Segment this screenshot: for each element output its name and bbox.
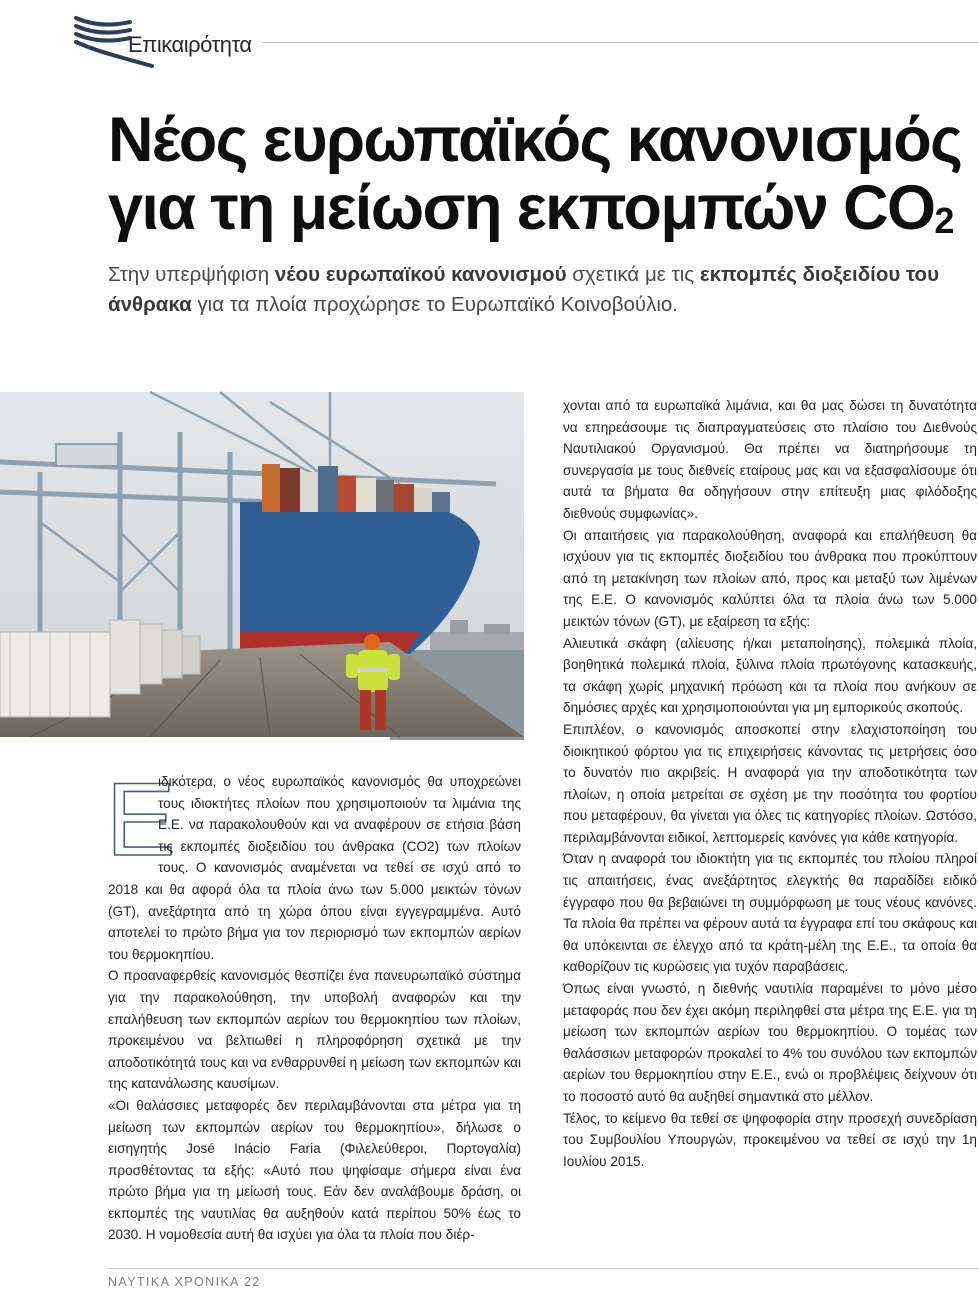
footer-divider: [108, 1268, 979, 1269]
article-title: [108, 106, 968, 255]
article-lead: [108, 260, 968, 320]
page-footer: [108, 1268, 979, 1288]
title-line-2: για τη μείωση εκπομπών CO: [108, 173, 935, 243]
article-paragraph: «Οι θαλάσσιες μεταφορές δεν περιλαμβάνονται στα μέτρα για τη μείωση των εκπομπών αερίων του θερμοκηπίου», δήλωσε ο εισηγητής José Inácio Faria (Φιλελεύθεροι, Πορτογαλία) προσθέτοντας τα εξής: «Αυτό που ψηφίσαμε σήμερα είναι ένα πρώτο βήμα για τη μείωσή τους. Εάν δεν αναλάβουμε δράση, οι εκπομπές της ναυτιλίας θα αυξηθούν κατά περίπου 50% έως το 2030. Η νομοθεσία αυτή θα ισχύει για όλα τα πλοία που διέρ-: [108, 1097, 521, 1243]
footer-label: [108, 1275, 265, 1289]
lead-text: για τα πλοία προχώρησε το Ευρωπαϊκό Κοινοβούλιο.: [191, 293, 678, 316]
title-subscript: 2: [934, 200, 955, 241]
article-paragraph: Τέλος, το κείμενο θα τεθεί σε ψηφοφορία στην προσεχή συνεδρίαση του Συμβουλίου Υπουργών, προκειμένου να τεθεί σε ισχύ την 1η Ιουλίου 2015.: [563, 1110, 977, 1169]
header-divider: [262, 42, 979, 43]
title-line-1: Νέος ευρωπαϊκός κανονισμός: [108, 105, 962, 175]
publication-name: ΝΑΥΤΙΚΑ ΧΡΟΝΙΚΑ: [108, 1275, 240, 1289]
lead-highlight: νέου ευρωπαϊκού κανονισμού: [274, 263, 567, 286]
page-header: [72, 12, 979, 72]
article-paragraph: Ο προαναφερθείς κανονισμός θεσπίζει ένα πανευρωπαϊκό σύστημα για την παρακολούθηση, την υποβολή αναφορών και την επαλήθευση των εκπομπών αερίων του θερμοκηπίου των πλοίων, προκειμένου να βελτιωθεί η πληροφόρηση σχετικά με την αποδοτικότητά τους και να ενθαρρυνθεί η μείωση των εκπομπών και της κατανάλωσης καυσίμων.: [108, 968, 521, 1092]
article-paragraph: Οι απαιτήσεις για παρακολούθηση, αναφορά και επαλήθευση θα ισχύουν για τις εκπομπές διοξειδίου του άνθρακα που προκύπτουν από τη μετακίνηση των πλοίων από, προς και μεταξύ των λιμένων της Ε.Ε. Ο κανονισμός καλύπτει όλα τα πλοία άνω των 5.000 μεικτών τόνων (GT), με εξαίρεση τα εξής:: [563, 527, 977, 629]
dropcap-letter: [106, 762, 176, 878]
svg-text:Ε: Ε: [106, 762, 176, 878]
lead-text: Στην υπερψήφιση: [108, 263, 275, 286]
article-column-left: [106, 762, 521, 1246]
article-paragraph: χονται από τα ευρωπαϊκά λιμάνια, και θα μας δώσει τη δυνατότητα να επηρεάσουμε τις διαπραγματεύσεις στο πλαίσιο του Διεθνούς Ναυτιλιακού Οργανισμού. Θα πρέπει να διατηρήσουμε τη συνεργασία με τους διεθνείς εταίρους μας και να εξασφαλίσουμε ότι αυτά τα βήματα θα οδηγήσουν στην επίτευξη μιας φιλόδοξης διεθνούς συμφωνίας».: [563, 398, 977, 521]
lead-text: σχετικά με τις: [566, 263, 700, 286]
lead-highlight: εκπομπές διοξειδίου του άνθρακα: [108, 263, 940, 316]
container-ship-photo: [0, 392, 524, 737]
article-paragraph: Αλιευτικά σκάφη (αλίευσης ή/και μεταποίησης), πολεμικά πλοία, βοηθητικά πολεμικά πλοία, ξύλινα πλοία πρωτόγονης κατασκευής, τα σκάφη χωρίς μηχανική πρόωση και τα πλοία που ανήκουν σε δημόσιες αρχές και χρησιμοποιούνται για μη εμπορικούς σκοπούς.: [563, 635, 977, 716]
article-photo: [0, 392, 524, 737]
page-number: 22: [243, 1275, 261, 1289]
article-paragraph: ιδικότερα, ο νέος ευρωπαϊκός κανονισμός θα υποχρεώνει τους ιδιοκτήτες πλοίων που χρησιμοποιούν τα λιμάνια της Ε.Ε. να παρακολουθούν και να αναφέρουν σε ετήσια βάση τις εκπομπές διοξειδίου του άνθρακα (CO2) των πλοίων τους. Ο κανονισμός αναμένεται να τεθεί σε ισχύ από το 2018 και θα αφορά όλα τα πλοία άνω των 5.000 μεικτών τόνων (GT), ανεξάρτητα από τη χώρα όπου είναι εγγεγραμμένα. Αυτό αποτελεί το πρώτο βήμα για τον περιορισμό των εκπομπών αερίων του θερμοκηπίου.: [108, 774, 521, 962]
section-label: Επικαιρότητα: [128, 32, 252, 57]
article-paragraph: Όταν η αναφορά του ιδιοκτήτη για τις εκπομπές του πλοίου πληροί τις απαιτήσεις, ένας ανεξάρτητος ελεγκτής θα παραδίδει ειδικό έγγραφο που θα βεβαιώνει τη συμμόρφωση με τους νέους κανόνες. Τα πλοία θα πρέπει να φέρουν αυτά τα έγγραφα επί του σκάφους και θα υπόκεινται σε έλεγχο από τα κράτη-μέλη της Ε.Ε., τα οποία θα καθορίζουν τις κυρώσεις για τυχόν παραβάσεις.: [563, 851, 977, 975]
article-paragraph: Επιπλέον, ο κανονισμός αποσκοπεί στην ελαχιστοποίηση του διοικητικού φόρτου για τις επιχειρήσεις κάνοντας τις μετρήσεις όσο το δυνατόν πιο ακριβείς. Η αναφορά για την αποδοτικότητα των πλοίων, η οποία μετρείται σε σχέση με την ποσότητα του φορτίου που μεταφέρουν, θα γίνεται για όλες τις κατηγορίες πλοίων. Ωστόσο, περιλαμβάνονται ειδικοί, λεπτομερείς κανόνες για κάθε κατηγορία.: [563, 721, 977, 845]
article-column-right: [563, 395, 977, 1172]
article-paragraph: Όπως είναι γνωστό, η διεθνής ναυτιλία παραμένει το μόνο μέσο μεταφοράς που δεν έχει ακόμη περιληφθεί στα μέτρα της Ε.Ε. για τη μείωση των εκπομπών αερίων του θερμοκηπίου. Ο τομέας των θαλάσσιων μεταφορών προκαλεί το 4% του συνόλου των εκπομπών αερίων του θερμοκηπίου στην Ε.Ε., ενώ οι προβλέψεις δείχνουν ότι το ποσοστό αυτό θα αυξηθεί σημαντικά στο μέλλον.: [563, 981, 977, 1104]
